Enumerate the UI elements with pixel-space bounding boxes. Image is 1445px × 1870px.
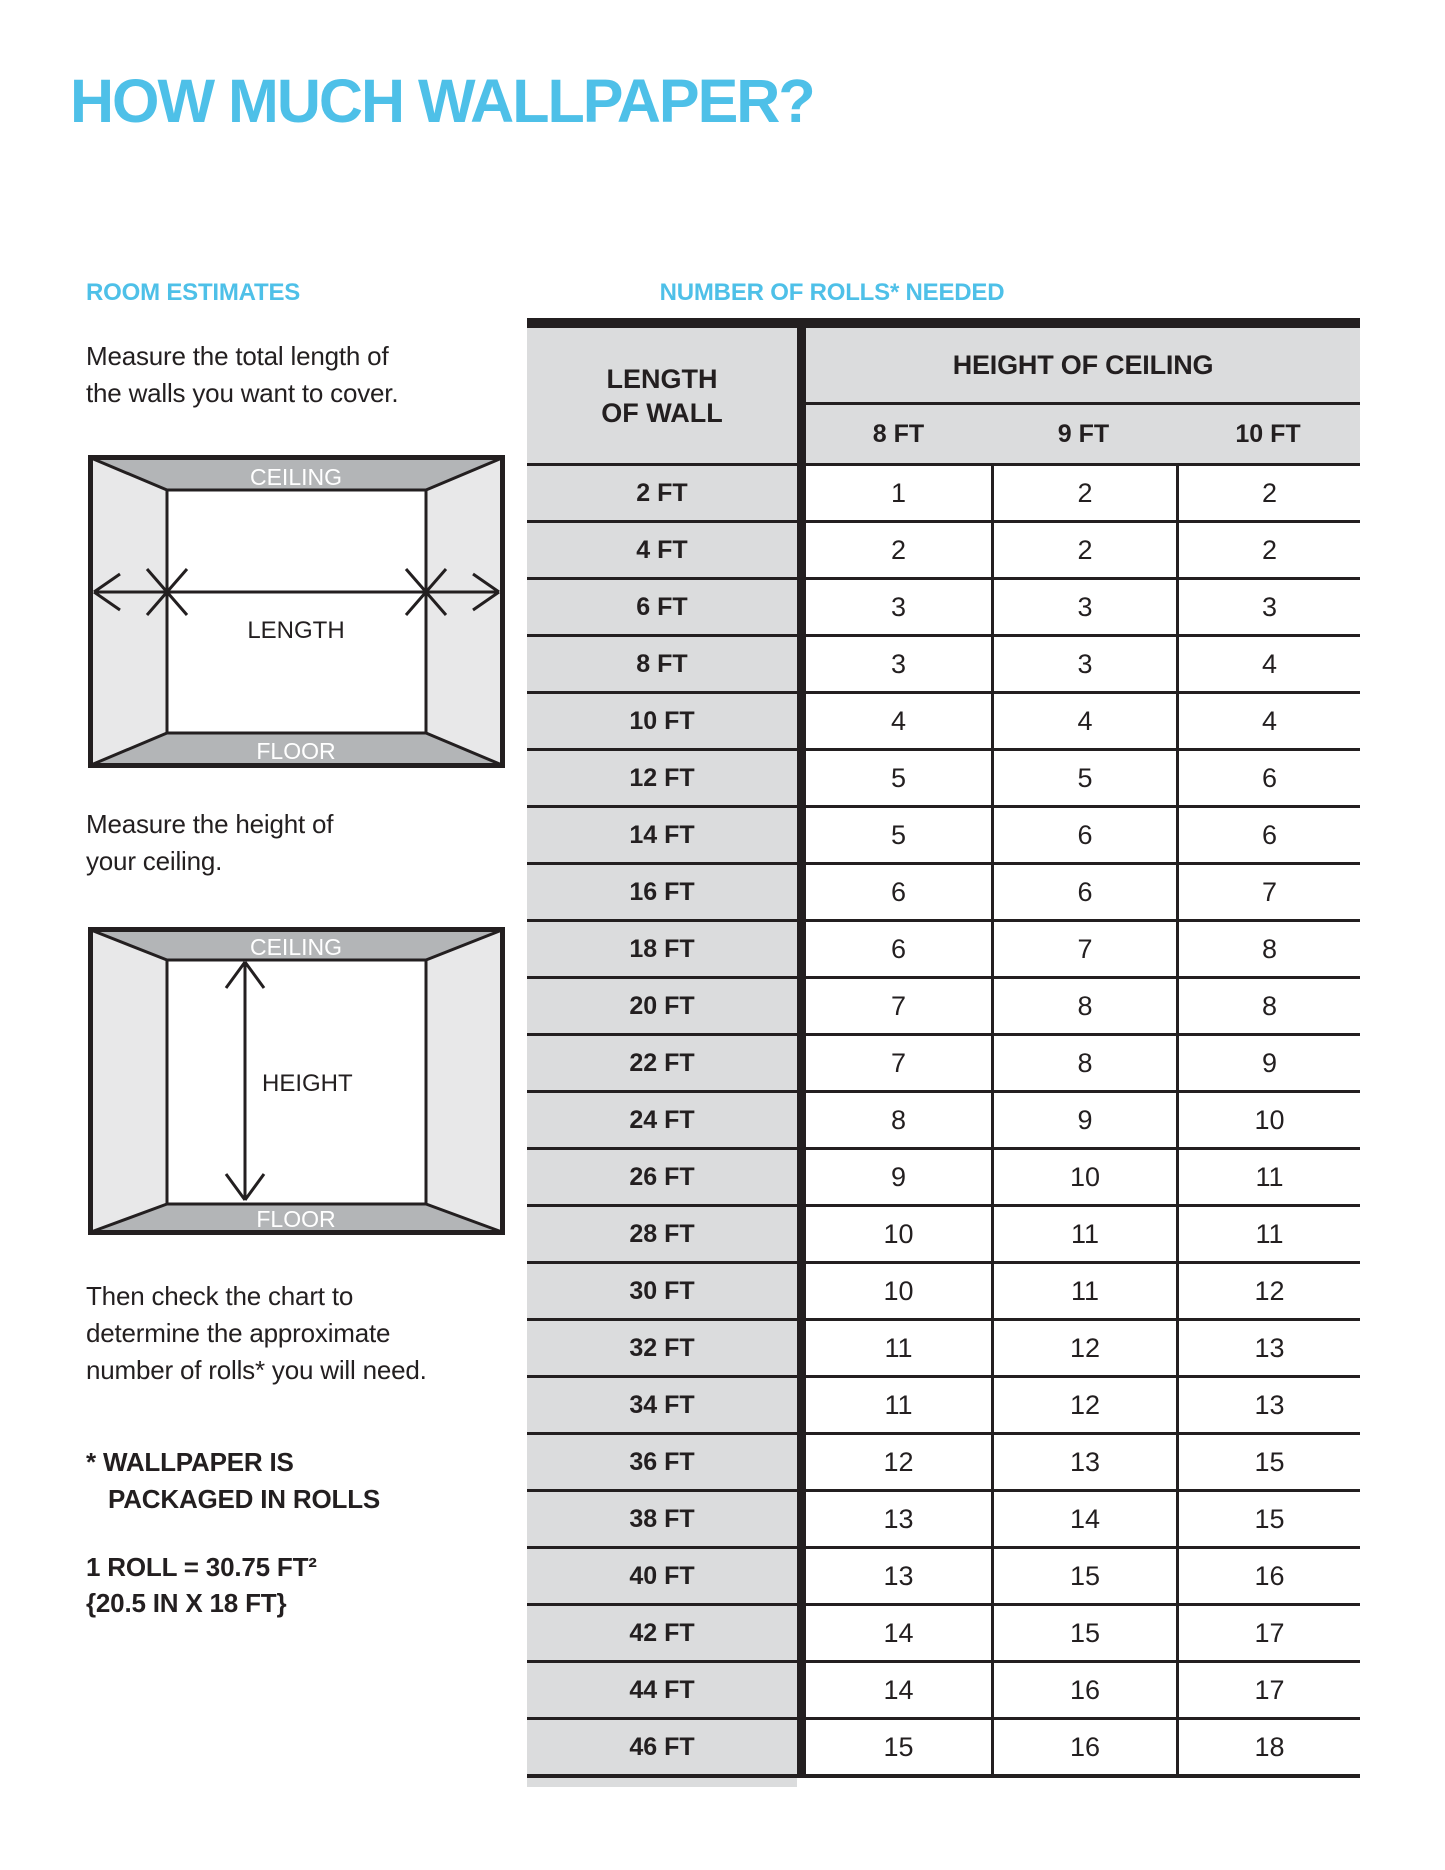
row-label-wall-length: 22 FT: [527, 1036, 806, 1090]
step3-line2: determine the approximate: [86, 1318, 391, 1348]
cell-rolls-value: 12: [991, 1378, 1176, 1432]
table-row: [527, 1492, 1360, 1549]
cell-rolls-value: 7: [991, 922, 1176, 976]
cell-rolls-value: 2: [1176, 466, 1360, 520]
row-label-wall-length: 28 FT: [527, 1207, 806, 1261]
cell-rolls-value: 16: [1176, 1549, 1360, 1603]
row-label-wall-length: 2 FT: [527, 466, 806, 520]
cell-rolls-value: 11: [806, 1321, 991, 1375]
cell-rolls-value: 12: [1176, 1264, 1360, 1318]
cell-rolls-value: 6: [806, 865, 991, 919]
rolls-table-body: [527, 466, 1360, 1778]
cell-rolls-value: 14: [991, 1492, 1176, 1546]
cell-rolls-value: 17: [1176, 1663, 1360, 1717]
table-caption: NUMBER OF ROLLS* NEEDED: [659, 279, 1005, 306]
cell-rolls-value: 3: [1176, 580, 1360, 634]
row-label-wall-length: 26 FT: [527, 1150, 806, 1204]
cell-rolls-value: 3: [806, 637, 991, 691]
table-row: [527, 1606, 1360, 1663]
column-header-9ft: 9 FT: [1057, 419, 1110, 448]
row-label-wall-length: 36 FT: [527, 1435, 806, 1489]
row-label-wall-length: 8 FT: [527, 637, 806, 691]
cell-rolls-value: 13: [1176, 1321, 1360, 1375]
row-label-wall-length: 16 FT: [527, 865, 806, 919]
row-label-wall-length: 42 FT: [527, 1606, 806, 1660]
cell-rolls-value: 13: [806, 1492, 991, 1546]
cell-rolls-value: 18: [1176, 1720, 1360, 1774]
table-row: [527, 1435, 1360, 1492]
cell-rolls-value: 10: [1176, 1093, 1360, 1147]
column-headers-row: [806, 405, 1360, 463]
cell-rolls-value: 4: [1176, 637, 1360, 691]
table-top-bar: [527, 318, 1360, 328]
cell-rolls-value: 9: [1176, 1036, 1360, 1090]
table-row: [527, 1663, 1360, 1720]
table-row: [527, 1207, 1360, 1264]
table-row: [527, 1378, 1360, 1435]
cell-rolls-value: 5: [806, 808, 991, 862]
footnote-line2: PACKAGED IN ROLLS: [108, 1484, 381, 1514]
row-label-wall-length: 32 FT: [527, 1321, 806, 1375]
step1-line1: Measure the total length of: [86, 341, 389, 371]
table-row: [527, 1264, 1360, 1321]
roll-spec-line2: {20.5 IN X 18 FT}: [86, 1588, 287, 1618]
cell-rolls-value: 15: [806, 1720, 991, 1774]
cell-rolls-value: 9: [806, 1150, 991, 1204]
step2-line1: Measure the height of: [86, 809, 334, 839]
cell-rolls-value: 2: [1176, 523, 1360, 577]
row-label-wall-length: 44 FT: [527, 1663, 806, 1717]
row-label-wall-length: 20 FT: [527, 979, 806, 1033]
cell-rolls-value: 12: [806, 1435, 991, 1489]
roll-spec: [86, 1549, 317, 1621]
cell-rolls-value: 7: [806, 1036, 991, 1090]
cell-rolls-value: 12: [991, 1321, 1176, 1375]
cell-rolls-value: 13: [1176, 1378, 1360, 1432]
step1-line2: the walls you want to cover.: [86, 378, 399, 408]
room-length-diagram: [88, 455, 505, 773]
room-height-diagram: [88, 927, 505, 1240]
cell-rolls-value: 4: [1176, 694, 1360, 748]
cell-rolls-value: 7: [806, 979, 991, 1033]
table-header: [527, 328, 1360, 466]
table-row: [527, 922, 1360, 979]
cell-rolls-value: 6: [1176, 808, 1360, 862]
column-header-10ft: 10 FT: [1235, 419, 1301, 448]
cell-rolls-value: 6: [806, 922, 991, 976]
table-row: [527, 1036, 1360, 1093]
cell-rolls-value: 10: [806, 1207, 991, 1261]
corner-header-line1: LENGTH: [606, 363, 718, 394]
cell-rolls-value: 8: [991, 979, 1176, 1033]
cell-rolls-value: 14: [806, 1663, 991, 1717]
floor-label: FLOOR: [256, 738, 336, 764]
height-label: HEIGHT: [262, 1070, 353, 1097]
row-label-wall-length: 10 FT: [527, 694, 806, 748]
cell-rolls-value: 2: [991, 523, 1176, 577]
step3-line3: number of rolls* you will need.: [86, 1355, 427, 1385]
row-label-wall-length: 14 FT: [527, 808, 806, 862]
cell-rolls-value: 3: [991, 637, 1176, 691]
cell-rolls-value: 15: [991, 1606, 1176, 1660]
cell-rolls-value: 10: [991, 1150, 1176, 1204]
column-group-header: HEIGHT OF CEILING: [806, 328, 1360, 405]
cell-rolls-value: 8: [1176, 922, 1360, 976]
footnote-line1: * WALLPAPER IS: [86, 1447, 294, 1477]
section-title-room-estimates: ROOM ESTIMATES: [86, 279, 301, 306]
cell-rolls-value: 2: [991, 466, 1176, 520]
row-label-wall-length: 30 FT: [527, 1264, 806, 1318]
cell-rolls-value: 5: [991, 751, 1176, 805]
cell-rolls-value: 11: [806, 1378, 991, 1432]
step3-text: [86, 1278, 427, 1389]
row-label-wall-length: 4 FT: [527, 523, 806, 577]
cell-rolls-value: 6: [991, 808, 1176, 862]
cell-rolls-value: 5: [806, 751, 991, 805]
table-row: [527, 865, 1360, 922]
row-label-wall-length: 6 FT: [527, 580, 806, 634]
table-row: [527, 1720, 1360, 1778]
cell-rolls-value: 8: [1176, 979, 1360, 1033]
table-row: [527, 751, 1360, 808]
table-row: [527, 1549, 1360, 1606]
cell-rolls-value: 6: [1176, 751, 1360, 805]
row-label-wall-length: 46 FT: [527, 1720, 806, 1774]
table-row: [527, 1150, 1360, 1207]
cell-rolls-value: 15: [1176, 1435, 1360, 1489]
ceiling-label: CEILING: [249, 934, 343, 960]
cell-rolls-value: 15: [991, 1549, 1176, 1603]
cell-rolls-value: 15: [1176, 1492, 1360, 1546]
ceiling-label: CEILING: [249, 464, 343, 490]
back-wall-shape: [167, 490, 426, 733]
step2-line2: your ceiling.: [86, 846, 223, 876]
table-row: [527, 979, 1360, 1036]
cell-rolls-value: 9: [991, 1093, 1176, 1147]
floor-label: FLOOR: [256, 1206, 336, 1232]
row-label-wall-length: 40 FT: [527, 1549, 806, 1603]
table-bottom-gray-tab: [527, 1778, 797, 1787]
cell-rolls-value: 11: [991, 1264, 1176, 1318]
cell-rolls-value: 3: [991, 580, 1176, 634]
step2-text: [86, 806, 333, 880]
rolls-table: [527, 318, 1360, 1787]
row-label-wall-length: 38 FT: [527, 1492, 806, 1546]
page-title: HOW MUCH WALLPAPER?: [70, 67, 814, 135]
row-label-wall-length: 12 FT: [527, 751, 806, 805]
step1-text: [86, 338, 398, 412]
roll-spec-line1: 1 ROLL = 30.75 FT²: [86, 1552, 317, 1582]
cell-rolls-value: 6: [991, 865, 1176, 919]
cell-rolls-value: 1: [806, 466, 991, 520]
cell-rolls-value: 7: [1176, 865, 1360, 919]
table-row: [527, 637, 1360, 694]
cell-rolls-value: 11: [991, 1207, 1176, 1261]
table-row: [527, 523, 1360, 580]
cell-rolls-value: 13: [991, 1435, 1176, 1489]
cell-rolls-value: 14: [806, 1606, 991, 1660]
cell-rolls-value: 4: [991, 694, 1176, 748]
cell-rolls-value: 16: [991, 1720, 1176, 1774]
cell-rolls-value: 16: [991, 1663, 1176, 1717]
cell-rolls-value: 8: [991, 1036, 1176, 1090]
cell-rolls-value: 10: [806, 1264, 991, 1318]
step3-line1: Then check the chart to: [86, 1281, 354, 1311]
table-row: [527, 580, 1360, 637]
cell-rolls-value: 2: [806, 523, 991, 577]
column-header-8ft: 8 FT: [872, 419, 925, 448]
length-label: LENGTH: [247, 617, 345, 644]
cell-rolls-value: 4: [806, 694, 991, 748]
cell-rolls-value: 13: [806, 1549, 991, 1603]
row-label-wall-length: 18 FT: [527, 922, 806, 976]
ceiling-header-group: [806, 328, 1360, 463]
corner-header-line2: OF WALL: [601, 397, 723, 428]
cell-rolls-value: 11: [1176, 1207, 1360, 1261]
table-row: [527, 1093, 1360, 1150]
table-row: [527, 694, 1360, 751]
cell-rolls-value: 17: [1176, 1606, 1360, 1660]
table-row: [527, 1321, 1360, 1378]
cell-rolls-value: 3: [806, 580, 991, 634]
row-label-wall-length: 34 FT: [527, 1378, 806, 1432]
cell-rolls-value: 8: [806, 1093, 991, 1147]
row-label-wall-length: 24 FT: [527, 1093, 806, 1147]
corner-header-length-of-wall: [527, 328, 806, 463]
table-row: [527, 466, 1360, 523]
rolls-footnote: [86, 1444, 380, 1518]
table-row: [527, 808, 1360, 865]
cell-rolls-value: 11: [1176, 1150, 1360, 1204]
